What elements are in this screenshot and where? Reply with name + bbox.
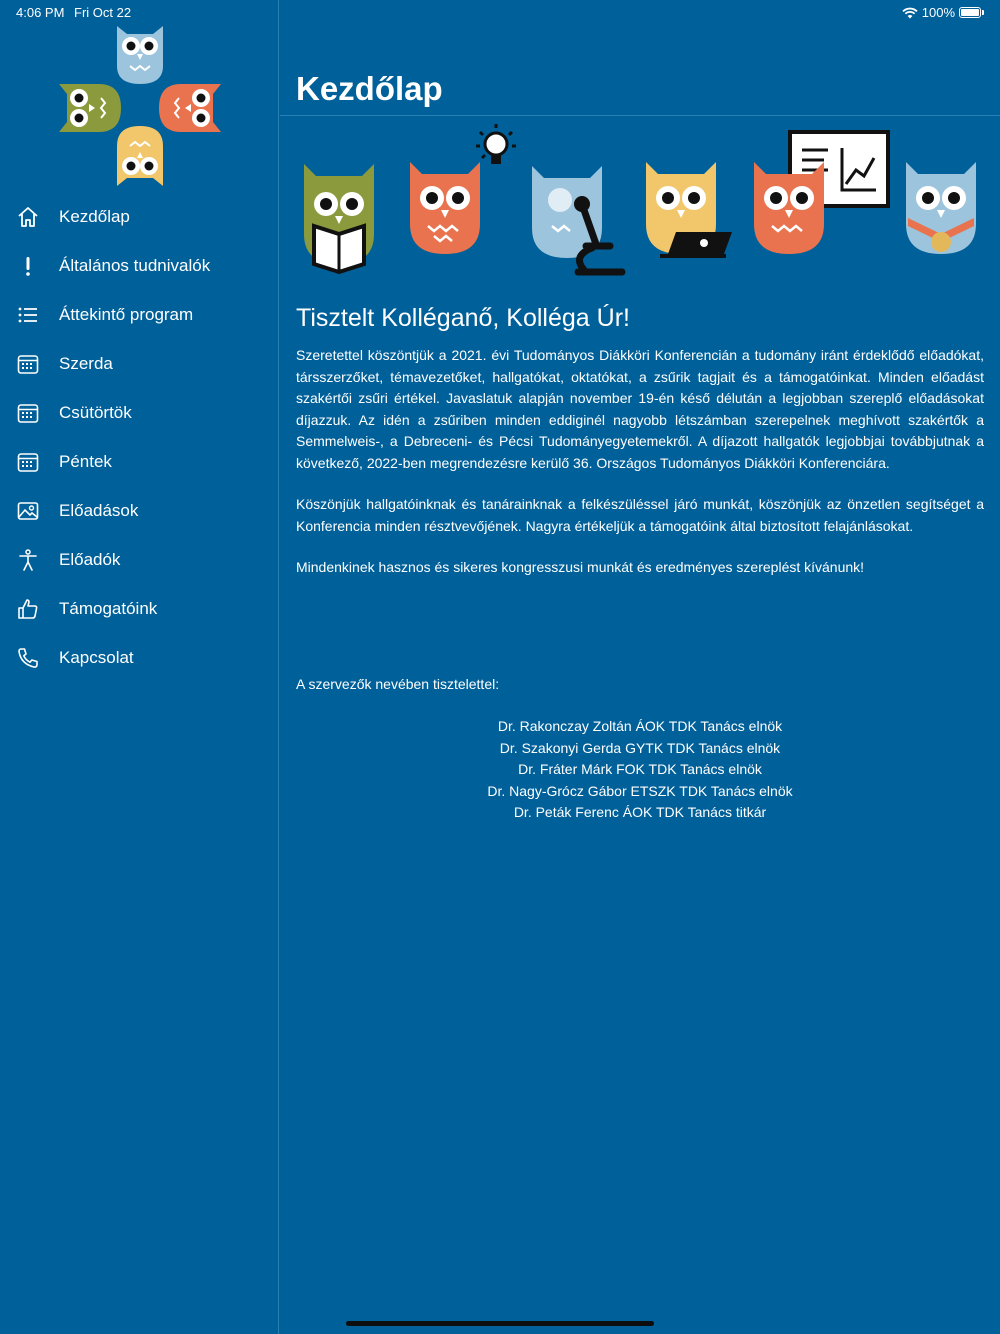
calendar-icon xyxy=(16,352,40,376)
sidebar-item-altalanos-tudnivalok[interactable] xyxy=(0,241,279,290)
page-title: Kezdőlap xyxy=(296,70,443,107)
paragraph: Mindenkinek hasznos és sikeres kongresszusi munkát és eredményes szereplést kívánunk! xyxy=(296,559,865,575)
closing-line: A szervezők nevében tisztelettel: xyxy=(296,676,500,692)
paragraph: Köszönjük hallgatóinknak és tanárainknak a felkészüléssel járó munkát, köszönjük az önzetlen segítséget a Konferencia minden résztvevőjének. Nagyra értékeljük a támogatóink által biztosított felajánlásokat. xyxy=(296,496,984,534)
battery-percent: 100% xyxy=(921,5,955,20)
greeting-heading: Tisztelt Kolléganő, Kolléga Úr! xyxy=(296,304,630,332)
sidebar-item-label: Előadók xyxy=(59,549,121,569)
calendar-icon xyxy=(16,401,40,425)
owl-yellow-laptop xyxy=(646,162,732,256)
exclamation-icon xyxy=(16,254,40,278)
owls-banner-illustration xyxy=(298,120,988,282)
sidebar-item-pentek[interactable] xyxy=(0,437,279,486)
logo-owl-blue xyxy=(117,26,163,84)
battery-tip xyxy=(982,10,984,15)
status-bar xyxy=(0,0,1000,24)
signature-line: Dr. Szakonyi Gerda GYTK TDK Tanács elnök xyxy=(499,739,781,756)
sidebar xyxy=(0,0,279,1334)
sidebar-item-csutortok[interactable] xyxy=(0,388,279,437)
sidebar-item-label: Általános tudnivalók xyxy=(59,255,211,275)
sidebar-item-label: Kapcsolat xyxy=(59,647,134,667)
owl-blue-microscope xyxy=(532,166,622,272)
photo-icon xyxy=(16,499,40,523)
logo-owl-orange xyxy=(159,84,221,132)
person-icon xyxy=(16,548,40,572)
sidebar-item-kezdolap[interactable] xyxy=(0,192,279,241)
sidebar-item-label: Péntek xyxy=(59,451,112,471)
sidebar-item-kapcsolat[interactable] xyxy=(0,633,279,682)
sidebar-item-label: Csütörtök xyxy=(59,402,132,422)
home-indicator[interactable] xyxy=(346,1321,654,1326)
owl-orange xyxy=(410,162,480,254)
owl-orange-presenter xyxy=(754,162,824,254)
calendar-icon xyxy=(16,450,40,474)
signature-line: Dr. Peták Ferenc ÁOK TDK Tanács titkár xyxy=(513,804,767,820)
signatures-list xyxy=(430,716,850,824)
sidebar-item-label: Támogatóink xyxy=(59,598,158,618)
owl-green-book xyxy=(304,164,374,272)
status-time: 4:06 PM xyxy=(16,5,65,20)
wifi-icon xyxy=(902,7,918,19)
signature-line: Dr. Nagy-Grócz Gábor ETSZK TDK Tanács elnök xyxy=(487,782,793,799)
status-right xyxy=(902,5,984,20)
sidebar-item-attekinto-program[interactable] xyxy=(0,290,279,339)
battery-icon xyxy=(959,7,981,18)
logo-owl-yellow xyxy=(117,126,163,186)
sidebar-item-tamogatoink[interactable] xyxy=(0,584,279,633)
thumbs-up-icon xyxy=(16,597,40,621)
title-divider xyxy=(280,115,1000,116)
logo-owl-green xyxy=(59,84,121,132)
sidebar-nav xyxy=(0,192,279,682)
sidebar-item-label: Kezdőlap xyxy=(59,206,130,226)
sidebar-item-szerda[interactable] xyxy=(0,339,279,388)
signature-line: Dr. Fráter Márk FOK TDK Tanács elnök xyxy=(518,761,762,777)
signature-line: Dr. Rakonczay Zoltán ÁOK TDK Tanács elnök xyxy=(497,718,783,734)
sidebar-item-label: Előadások xyxy=(59,500,139,520)
owl-logo xyxy=(55,22,225,190)
welcome-text xyxy=(296,345,984,599)
owl-blue-medal xyxy=(906,162,976,254)
sidebar-item-eloadok[interactable] xyxy=(0,535,279,584)
sidebar-item-eloadasok[interactable] xyxy=(0,486,279,535)
sidebar-item-label: Szerda xyxy=(59,353,113,373)
lightbulb-icon xyxy=(476,124,516,164)
status-date: Fri Oct 22 xyxy=(74,5,132,20)
paragraph: Szeretettel köszöntjük a 2021. évi Tudományos Diákköri Konferencián a tudomány iránt érdeklődő előadókat, társszerzőket, témavezetőket, hallgatókat, oktatókat, a zsűrik tagjait és a támogatóinkat. Minden előadást szakértői zsűri értékel. Javaslatuk alapján november 19-én késő délután a legjobban szereplő előadásokat díjazzuk. Az idén a zsűriben minden eddiginél nagyobb létszámban szerepelnek meghívott szakértők a Semmelweis-, a Debreceni- és Pécsi Tudományegyetemekről. A díjazott hallgatók legjobbjai továbbjutnak a következő, 2022-ben megrendezésre kerülő 36. Országos Tudományos Diákköri Konferenciára. xyxy=(296,347,984,471)
sidebar-item-label: Áttekintő program xyxy=(59,304,194,324)
phone-icon xyxy=(16,646,40,670)
list-icon xyxy=(16,303,40,327)
main-content xyxy=(280,0,1000,1334)
home-icon xyxy=(16,205,40,229)
